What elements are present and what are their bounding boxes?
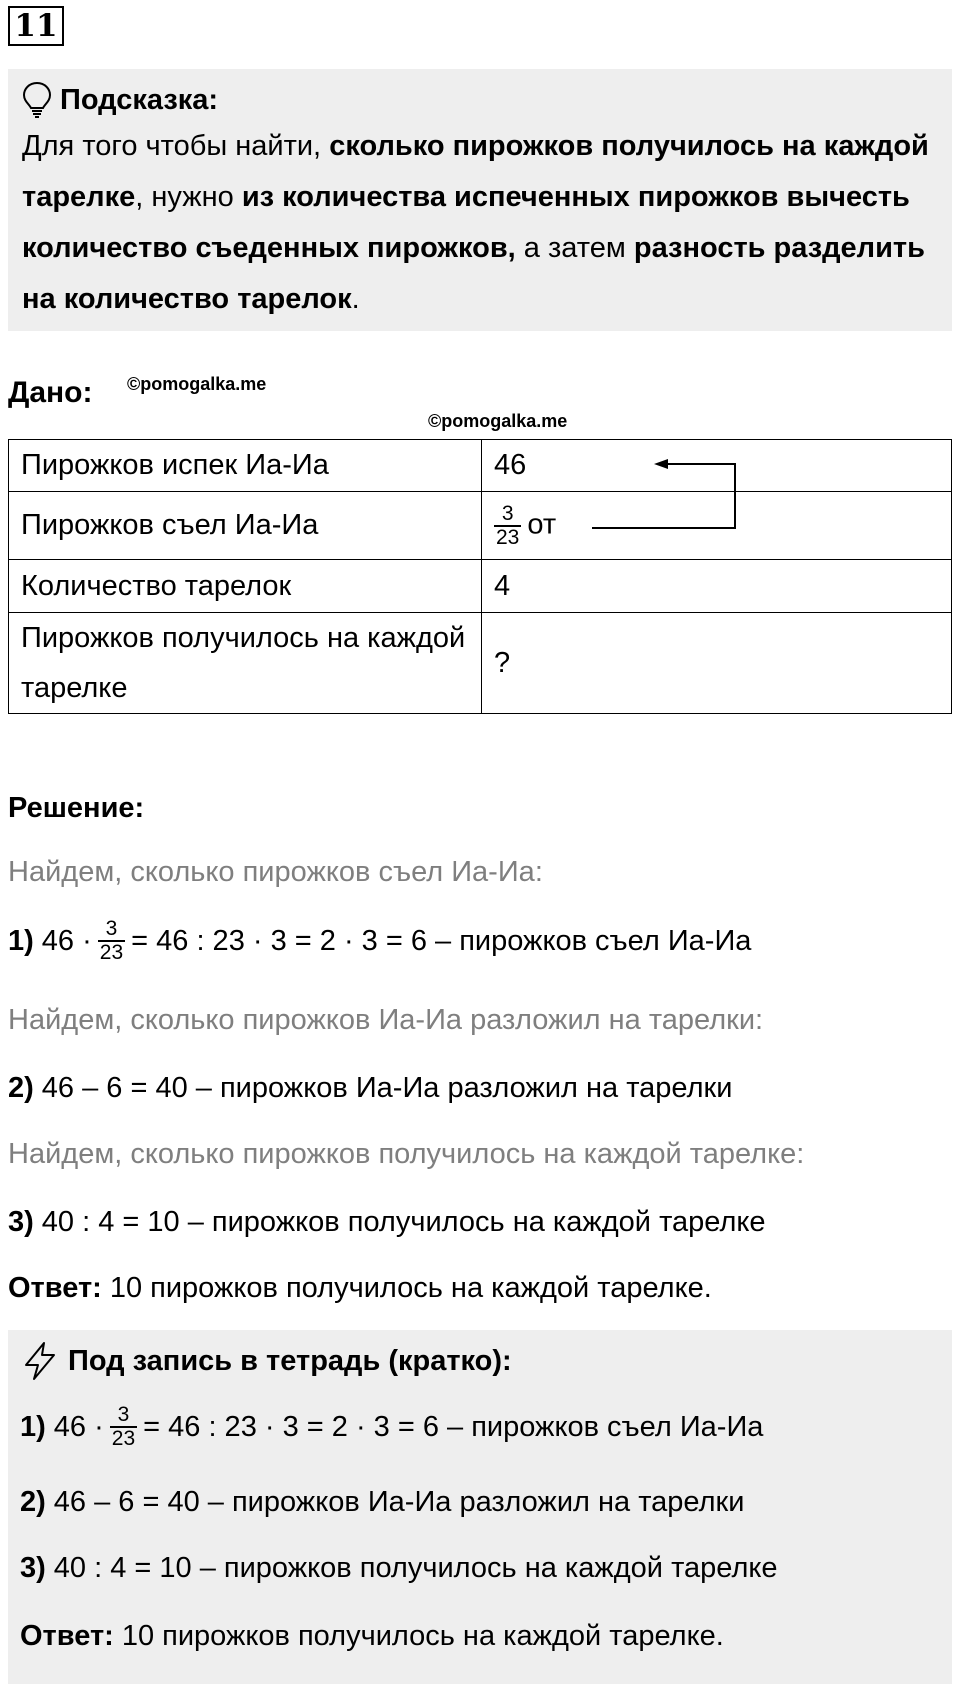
given-row-value: 4 [482, 560, 952, 613]
hint-seg-1: сколько пирожков получилось на каждой тарелке [22, 130, 929, 213]
given-row-label: Количество тарелок [9, 560, 482, 613]
short-notes-title [20, 1338, 940, 1384]
short-step-3 [20, 1552, 778, 1585]
given-row-value: 46 [482, 440, 952, 492]
table-row [9, 613, 952, 714]
given-row-label: Пирожков испек Иа-Иа [9, 440, 482, 492]
step-explanation: Найдем, сколько пирожков съел Иа-Иа: [8, 856, 543, 888]
solution-step-3 [8, 1206, 766, 1239]
step-explanation: Найдем, сколько пирожков получилось на каждой тарелке: [8, 1138, 805, 1170]
step-number: 3) [8, 1206, 34, 1238]
hint-seg-5: разность разделить на количество тарелок [22, 232, 925, 315]
hint-title [22, 79, 938, 121]
given-row-value: ? [482, 613, 952, 714]
hint-title-text: Подсказка: [60, 83, 219, 116]
step-number: 1) [20, 1410, 46, 1443]
watermark: ©pomogalka.me [428, 411, 568, 431]
step-text: 40 : 4 = 10 – пирожков получилось на каждой тарелке [41, 1206, 766, 1238]
step-number: 2) [20, 1486, 46, 1518]
table-row [9, 440, 952, 492]
hint-seg-0: Для того чтобы найти, [22, 130, 330, 162]
lightbulb-icon [22, 81, 52, 119]
step-post: = 46 : 23 · 3 = 2 · 3 = 6 – пирожков съел Иа-Иа [143, 1410, 764, 1443]
step-pre: 46 · [41, 924, 92, 957]
answer-text: 10 пирожков получилось на каждой тарелке. [121, 1620, 724, 1652]
short-notes-box [8, 1330, 952, 1684]
hint-seg-2: , нужно [135, 181, 242, 213]
solution-label: Решение: [8, 792, 145, 824]
step-number: 1) [8, 924, 34, 957]
given-row-label: Пирожков получилось на каждой тарелке [9, 613, 482, 714]
hint-text [22, 121, 938, 325]
answer [8, 1272, 712, 1305]
step-number: 3) [20, 1552, 46, 1584]
given-table [8, 439, 952, 714]
step-post: = 46 : 23 · 3 = 2 · 3 = 6 – пирожков съел Иа-Иа [131, 924, 752, 957]
step-text: 46 – 6 = 40 – пирожков Иа-Иа разложил на тарелки [41, 1072, 733, 1104]
solution-step-1 [8, 918, 751, 964]
solution-step-2 [8, 1072, 732, 1105]
reference-arrow [580, 449, 740, 529]
answer-text: 10 пирожков получилось на каждой тарелке. [109, 1272, 712, 1304]
hint-seg-4: а затем [515, 232, 634, 264]
given-label: Дано: [8, 376, 93, 409]
task-number-badge: 11 [8, 6, 64, 46]
short-step-1 [20, 1404, 763, 1450]
given-row-suffix: от [527, 508, 557, 541]
fraction [98, 918, 125, 964]
fraction-numerator: 3 [105, 917, 118, 940]
fraction-numerator: 3 [117, 1403, 130, 1426]
short-notes-title-text: Под запись в тетрадь (кратко): [68, 1344, 512, 1377]
hint-seg-3: из количества испеченных пирожков вычесть количество съеденных пирожков, [22, 181, 910, 264]
step-pre: 46 · [53, 1410, 104, 1443]
hint-box [8, 69, 952, 331]
table-row [9, 492, 952, 560]
fraction-denominator: 23 [99, 941, 124, 964]
fraction [110, 1404, 137, 1450]
watermark: ©pomogalka.me [127, 374, 267, 394]
lightning-icon [20, 1341, 60, 1381]
given-row-label: Пирожков съел Иа-Иа [9, 492, 482, 560]
table-row [9, 560, 952, 613]
step-number: 2) [8, 1072, 34, 1104]
fraction-denominator: 23 [496, 525, 520, 549]
short-step-2 [20, 1486, 744, 1519]
fraction-denominator: 23 [111, 1427, 136, 1450]
step-text: 40 : 4 = 10 – пирожков получилось на каждой тарелке [53, 1552, 778, 1584]
short-answer [20, 1620, 724, 1653]
fraction [494, 503, 521, 549]
fraction-numerator: 3 [501, 501, 514, 525]
step-text: 46 – 6 = 40 – пирожков Иа-Иа разложил на тарелки [53, 1486, 745, 1518]
hint-seg-6: . [351, 283, 360, 315]
answer-label: Ответ: [20, 1620, 114, 1652]
answer-label: Ответ: [8, 1272, 102, 1304]
step-explanation: Найдем, сколько пирожков Иа-Иа разложил на тарелки: [8, 1004, 764, 1036]
